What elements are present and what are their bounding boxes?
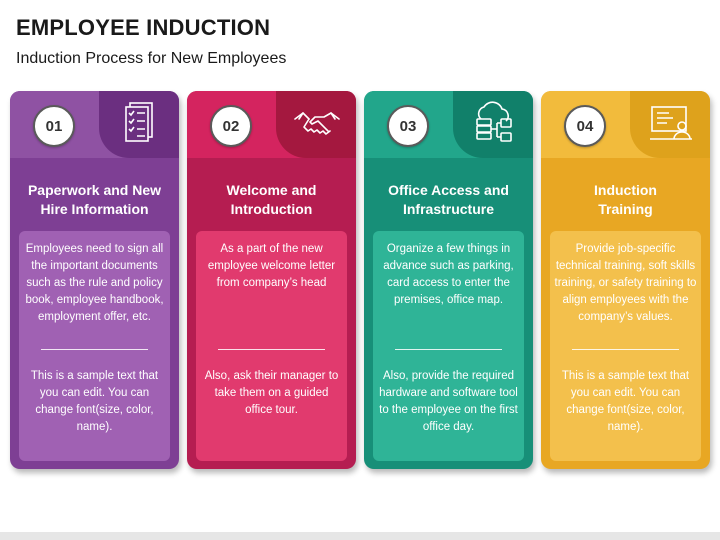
handshake-icon — [292, 99, 342, 147]
divider — [572, 349, 679, 350]
card-description: Organize a few things in advance such as parking, card access to enter the premises, office map. — [383, 243, 514, 306]
card-sample-text: This is a sample text that you can edit. You can change font(size, color, name). — [561, 370, 690, 433]
card-body — [19, 231, 170, 461]
page-title: EMPLOYEE INDUCTION — [16, 15, 271, 40]
card-sample-text: This is a sample text that you can edit. You can change font(size, color, name). — [30, 370, 159, 433]
page-subtitle: Induction Process for New Employees — [16, 50, 287, 67]
footer-bar — [0, 532, 720, 540]
card-header-band — [364, 91, 533, 158]
divider — [395, 349, 502, 350]
divider — [41, 349, 148, 350]
induction-card-1 — [10, 91, 179, 469]
card-heading: Induction Training — [594, 181, 657, 217]
step-number-badge: 04 — [564, 105, 606, 147]
card-header-band — [541, 91, 710, 158]
induction-card-2 — [187, 91, 356, 469]
induction-card-4 — [541, 91, 710, 469]
induction-card-3 — [364, 91, 533, 469]
card-header-band — [187, 91, 356, 158]
card-heading: Welcome and Introduction — [226, 181, 317, 217]
card-body — [550, 231, 701, 461]
step-number-badge: 01 — [33, 105, 75, 147]
step-number-badge: 03 — [387, 105, 429, 147]
card-heading: Paperwork and New Hire Information — [27, 181, 162, 217]
card-sample-text: Also, provide the required hardware and software tool to the employee on the first office day. — [379, 370, 518, 433]
card-description: As a part of the new employee welcome letter from company’s head — [207, 243, 336, 289]
divider — [218, 349, 325, 350]
card-heading: Office Access and Infrastructure — [388, 181, 509, 217]
card-body — [373, 231, 524, 461]
checklist-icon — [115, 99, 165, 147]
training-presentation-icon — [646, 99, 696, 147]
card-description: Provide job-specific technical training, soft skills training, or safety training to align employees with the company’s values. — [554, 243, 697, 323]
cloud-server-icon — [469, 99, 519, 147]
card-sample-text: Also, ask their manager to take them on a guided office tour. — [204, 370, 339, 416]
card-header-band — [10, 91, 179, 158]
step-number-badge: 02 — [210, 105, 252, 147]
card-body — [196, 231, 347, 461]
card-description: Employees need to sign all the important documents such as the rule and policy book, employee handbook, employment offer, etc. — [25, 243, 164, 323]
